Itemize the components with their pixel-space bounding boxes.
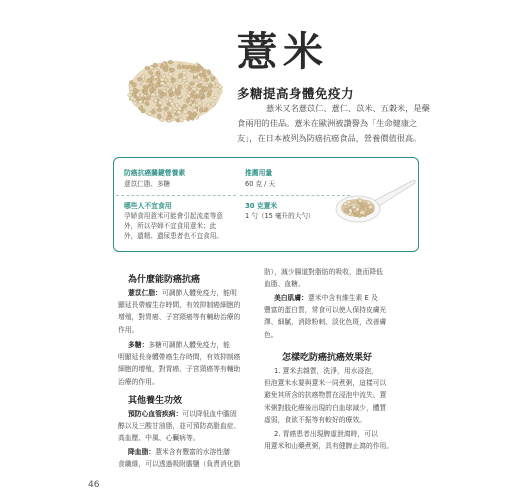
unsuitable-label: 哪些人不宜食用 <box>124 202 172 210</box>
paragraph-text: 醇以及三酸甘油脂，並可預防高脂血症、 <box>118 422 241 431</box>
paragraph-lead: 預防心血管疾病： <box>128 410 183 418</box>
paragraph-text: 但泡薏米水要與薏米一同煮粥，這樣可以 <box>264 379 387 388</box>
paragraph-text: 可以降低血中膽固 <box>182 410 237 418</box>
dosage-value: 60 克 / 天 <box>245 180 276 188</box>
paragraph-text: 細胞的增殖，對胃癌、子宮頸癌等有輔助 <box>118 365 241 374</box>
grain-dot <box>208 84 212 89</box>
paragraph-method-2 <box>264 428 414 452</box>
nutrients-label: 防癌抗癌關鍵營養素 <box>124 169 186 177</box>
grain-dot <box>360 206 365 210</box>
grain-dot <box>212 96 217 100</box>
paragraph-text: 薏米含有豐富的水溶性膳 <box>155 448 230 456</box>
paragraph-skin <box>264 292 414 341</box>
paragraph-text: 色。 <box>264 330 278 339</box>
grain-dot <box>182 104 187 108</box>
paragraph-text: 豐富的蛋白質，常食可以使人保持皮膚光 <box>264 306 387 315</box>
grain-dot <box>168 72 173 76</box>
grain-dot <box>204 87 209 91</box>
grain-dot <box>345 208 349 213</box>
unsuitable-line-2: 外，所以孕婦不宜食用薏米；此 <box>124 222 217 230</box>
paragraph-text: 可調節人體免疫力，能明 <box>161 289 237 297</box>
paragraph-text: 避免其所含的抗癌物質在浸泡中流失。薏 <box>264 391 387 400</box>
info-box-divider <box>116 195 236 196</box>
grain-dot <box>360 211 365 215</box>
grain-dot <box>176 110 181 114</box>
grain-dot <box>172 87 176 92</box>
paragraph-text: 多糖可調節人體免疫力，能 <box>148 341 230 349</box>
paragraph-lead: 美白肌膚： <box>274 294 308 302</box>
nutrients-value: 薏苡仁脂、多糖 <box>124 180 171 188</box>
unsuitable-line-1: 孕婦食用薏米可能會引起流產等意 <box>124 212 223 220</box>
job-tears-grains-image <box>120 46 230 131</box>
grain-dot <box>136 92 140 97</box>
grain-dot <box>177 64 181 69</box>
paragraph-text: 食纖維，可以透過吸附膽鹽（負責消化脂 <box>118 460 241 469</box>
paragraph-text: 明顯延長身體帶癌生存時間，有效抑制癌 <box>118 353 241 362</box>
paragraph-text: 薏米中含有維生素 E 及 <box>307 294 378 302</box>
page-number: 46 <box>88 480 100 490</box>
grain-dot <box>144 90 148 95</box>
grain-dot <box>160 78 165 82</box>
paragraph-lipid <box>118 446 268 470</box>
page-title: 薏米 <box>237 28 329 75</box>
paragraph-lead: 多糖： <box>128 341 149 349</box>
heading-why-anticancer: 為什麼能防癌抗癌 <box>128 275 201 285</box>
intro-line-3: 友」，在日本被列為防癌抗癌食品，營養價值很高。 <box>237 133 422 143</box>
heading-other-benefits: 其他養生功效 <box>128 396 183 406</box>
paragraph-text: 增殖，對胃癌、子宮頸癌等有輔助治療的 <box>118 313 241 322</box>
paragraph-text: 2. 胃癌患者出現脾虛泄瀉時，可以 <box>274 430 378 438</box>
paragraph-coixenolide <box>118 287 268 336</box>
paragraph-text: 治療的作用。 <box>118 377 159 386</box>
paragraph-polysaccharide <box>118 339 268 388</box>
page-subtitle: 多糖提高身體免疫力 <box>237 86 355 101</box>
paragraph-lead: 降血脂： <box>128 448 156 456</box>
paragraph-text: 澤、細膩，消除粉刺、淡化色斑，改善膚 <box>264 318 387 327</box>
paragraph-lipid-continued <box>264 266 414 290</box>
grain-dot <box>160 118 165 122</box>
grain-dot <box>188 86 192 91</box>
dosage-label: 推薦用量 <box>245 169 273 177</box>
grain-dot <box>160 64 164 69</box>
paragraph-cardiovascular <box>118 408 268 445</box>
unsuitable-line-3: 外，遺精、遺尿患者也不宜食用。 <box>124 232 223 240</box>
paragraph-text: 血脂、血糖。 <box>264 280 305 289</box>
paragraph-text: 高血壓、中風、心臟病等。 <box>118 434 200 443</box>
heading-how-to-eat: 怎樣吃防癌抗癌效果好 <box>282 353 373 363</box>
paragraph-text: 顯延長帶瘤生存時間，有效抑制癌細胞的 <box>118 301 241 310</box>
paragraph-text: 1. 薏米去雜質，洗淨，用水浸泡， <box>274 367 378 375</box>
paragraph-text: 虛弱，食欲不振等有較好的療效。 <box>264 415 366 424</box>
spoon-value: 1 勺（15 毫升的大勺） <box>245 212 315 220</box>
grain-dot <box>177 85 182 89</box>
paragraph-lead: 薏苡仁脂： <box>128 289 162 297</box>
grain-dot <box>355 211 360 215</box>
intro-line-1: 薏米又名薏苡仁、薏仁、苡米、五穀米，是藥 <box>266 103 430 113</box>
grain-dot <box>168 60 173 64</box>
paragraph-text: 作用。 <box>118 325 139 334</box>
spoon-label: 30 克薏米 <box>245 202 278 210</box>
paragraph-method-1 <box>264 365 414 426</box>
paragraph-text: 米粥對肢化療後出現的白血球減少，體質 <box>264 403 387 412</box>
measuring-spoon-image <box>330 175 420 225</box>
grain-dot <box>158 89 162 94</box>
grain-dot <box>190 69 195 73</box>
paragraph-text: 肪），減少腸道對脂肪的吸收，進而降低 <box>264 268 383 276</box>
intro-line-2: 食兩用的佳品。薏米在歐洲被讚譽為「生命健康之 <box>237 118 418 128</box>
paragraph-text: 用薏米和山藥煮粥，具有健脾止瀉的作用。 <box>264 442 394 451</box>
